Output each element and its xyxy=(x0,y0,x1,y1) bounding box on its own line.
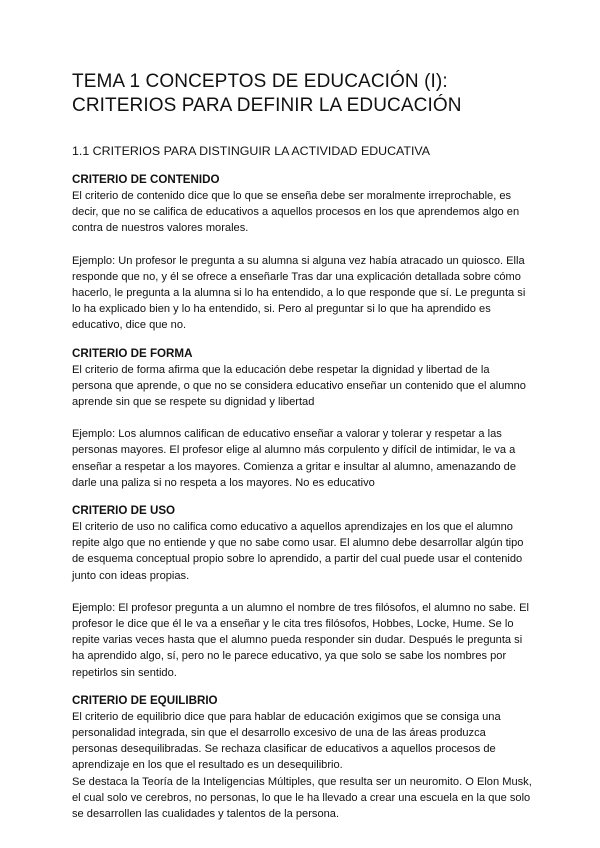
title-line-2: CRITERIOS PARA DEFINIR LA EDUCACIÓN xyxy=(72,95,462,116)
title-line-1: TEMA 1 CONCEPTOS DE EDUCACIÓN (I): xyxy=(72,71,448,92)
criterion-example: Ejemplo: El profesor pregunta a un alumno el nombre de tres filósofos, el alumno no sabe. El profesor le dice que él le va a enseñar y le cita tres filósofos, Hobbes, Locke, Hume. Se lo repite varias veces hasta que el alumno pueda responder sin dudar. Después le pregunta si ha aprendido algo, sí, pero no le parece educativo, ya que solo se sabe los nombres por repetirlos sin sentido. xyxy=(72,601,529,679)
criterion-equilibrio xyxy=(72,693,532,822)
criterion-forma xyxy=(72,346,532,491)
criterion-contenido xyxy=(72,172,532,334)
criterion-heading: CRITERIO DE CONTENIDO xyxy=(72,173,220,186)
criterion-example: Ejemplo: Los alumnos califican de educativo enseñar a valorar y tolerar y respetar a las personas mayores. El profesor elige al alumno más corpulento y difícil de intimidar, le va a enseñar a respetar a los mayores. Comienza a gritar e insultar al alumno, amenazando de darle una paliza si no respeta a los mayores. No es educativo xyxy=(72,428,516,489)
criterion-heading: CRITERIO DE EQUILIBRIO xyxy=(72,693,218,707)
criterion-definition: El criterio de forma afirma que la educación debe respetar la dignidad y libertad de la persona que aprende, o que no se considera educativo enseñar un contenido que el alumno aprende sin que se respete su dignidad y libertad xyxy=(72,363,526,409)
criterion-note: Se destaca la Teoría de la Inteligencias Múltiples, que resulta ser un neuromito. O Elon Musk, el cual solo ve cerebros, no personas, lo que le ha llevado a crear una escuela en la que solo se desarrollen las cualidades y talentos de la persona. xyxy=(72,775,532,821)
document-title xyxy=(72,70,532,118)
criterion-heading: CRITERIO DE USO xyxy=(72,504,176,518)
section-subtitle: 1.1 CRITERIOS PARA DISTINGUIR LA ACTIVIDAD EDUCATIVA xyxy=(72,144,431,158)
criterion-heading: CRITERIO DE FORMA xyxy=(72,346,193,360)
document-page xyxy=(72,70,532,822)
criterion-example: Ejemplo: Un profesor le pregunta a su alumna si alguna vez había atracado un quiosco. Ella responde que no, y él se ofrece a enseñarle Tras dar una explicación detallada sobre cómo hacerlo, le pregunta a la alumna si lo ha entendido, a lo que responde que sí. Le pregunta si lo ha explicado bien y lo ha entendido, si. Pero al preguntar si lo que ha aprendido es educativo, dice que no. xyxy=(72,254,526,332)
criterion-definition: El criterio de uso no califica como educativo a aquellos aprendizajes en los que el alumno repite algo que no entiende y que no sabe como usar. El alumno debe desarrollar algún tipo de esquema conceptual propio sobre lo aprendido, a partir del cual puede usar el contenido junto con ideas propias. xyxy=(72,521,524,582)
criterion-definition: El criterio de contenido dice que lo que se enseña debe ser moralmente irreprochable, es decir, que no se califica de educativos a aquellos procesos en los que aprendemos algo en contra de nuestros valores morales. xyxy=(72,190,520,235)
criterion-definition: El criterio de equilibrio dice que para hablar de educación exigimos que se consiga una personalidad integrada, sin que el desarrollo excesivo de una de las áreas produzca personas desequilibradas. Se rechaza clasificar de educativos a aquellos procesos de aprendizaje en los que el resultado es un desequilibrio. xyxy=(72,710,501,772)
criterion-uso xyxy=(72,503,532,681)
